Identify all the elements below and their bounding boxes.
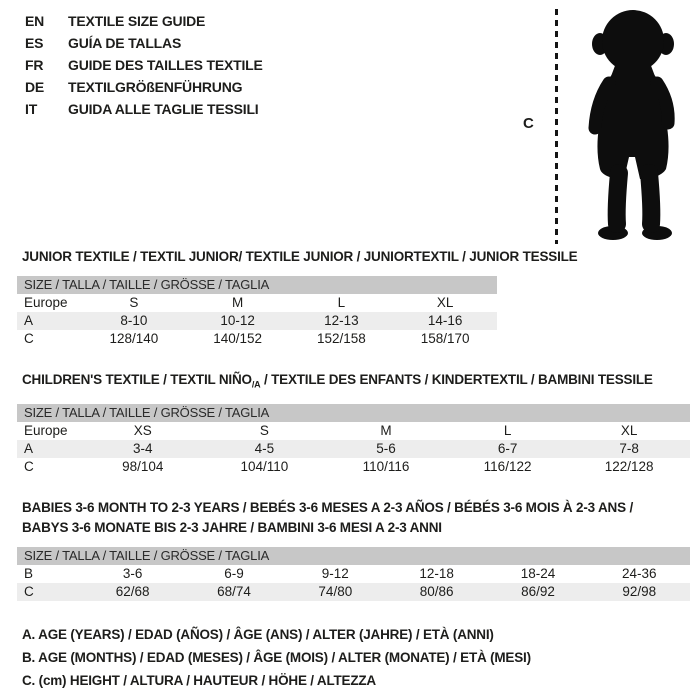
language-row <box>25 10 263 32</box>
row-label: C <box>24 458 34 474</box>
table-cell: 116/122 <box>483 458 532 474</box>
table-cell: 7-8 <box>619 440 639 456</box>
footnote-line: A. AGE (YEARS) / EDAD (AÑOS) / ÂGE (ANS) / ALTER (JAHRE) / ETÀ (ANNI) <box>22 626 494 642</box>
table-cell: 8-10 <box>120 313 148 328</box>
row-label: A <box>24 313 34 328</box>
row-label: Europe <box>24 295 68 310</box>
table-header-size-label: SIZE / TALLA / TAILLE / GRÖSSE / TAGLIA <box>17 276 497 294</box>
table-cell: L <box>337 295 346 310</box>
language-code: ES <box>25 35 44 51</box>
language-title: GUÍA DE TALLAS <box>68 35 182 51</box>
table-cell: 86/92 <box>521 583 555 599</box>
language-code: IT <box>25 101 38 117</box>
table-row <box>17 440 690 458</box>
table-cell: 62/68 <box>115 583 150 599</box>
table-row <box>17 565 690 583</box>
table-cell: XS <box>133 422 152 438</box>
table-cell: 74/80 <box>318 583 353 599</box>
height-measure-figure <box>515 5 700 250</box>
size-table <box>17 276 497 348</box>
language-title: GUIDE DES TAILLES TEXTILE <box>68 57 263 73</box>
table-cell: 140/152 <box>213 331 263 346</box>
table-cell: 24-36 <box>622 565 657 581</box>
section-title-line <box>22 247 690 267</box>
section-title-text: BABIES 3-6 MONTH TO 2-3 YEARS / BEBÉS 3-6 MESES A 2-3 AÑOS / BÉBÉS 3-6 MOIS À 2-3 ANS / <box>22 499 633 515</box>
section-title <box>17 247 690 267</box>
row-label: C <box>24 331 34 346</box>
footnote-line: B. AGE (MONTHS) / EDAD (MESES) / ÂGE (MOIS) / ALTER (MONATE) / ETÀ (MESI) <box>22 649 531 665</box>
section-title-text: JUNIOR TEXTILE / TEXTIL JUNIOR/ TEXTILE JUNIOR / JUNIORTEXTIL / JUNIOR TESSILE <box>22 249 578 264</box>
table-cell: 80/86 <box>419 583 454 599</box>
table-row <box>17 312 497 330</box>
section-title-line <box>22 518 690 538</box>
language-title: GUIDA ALLE TAGLIE TESSILI <box>68 101 259 117</box>
measure-c-label: C <box>523 115 534 132</box>
table-cell: 6-7 <box>497 440 518 456</box>
table-cell: 152/158 <box>316 331 366 346</box>
language-row <box>25 76 263 98</box>
size-table <box>17 404 690 476</box>
table-cell: 10-12 <box>220 313 255 328</box>
table-row <box>17 422 690 440</box>
table-cell: 3-6 <box>122 565 143 581</box>
section-junior-textile <box>17 247 690 348</box>
table-cell: S <box>129 295 139 310</box>
size-table <box>17 547 690 601</box>
language-title: TEXTILE SIZE GUIDE <box>68 13 206 29</box>
section-title-text: / TEXTILE DES ENFANTS / KINDERTEXTIL / BAMBINI TESSILE <box>260 372 653 387</box>
toddler-silhouette-icon <box>568 7 700 247</box>
section-title-line <box>22 370 690 395</box>
table-cell: 3-4 <box>133 440 153 456</box>
table-header-size-label: SIZE / TALLA / TAILLE / GRÖSSE / TAGLIA <box>17 547 690 565</box>
section-title-text: BABYS 3-6 MONATE BIS 2-3 JAHRE / BAMBINI 3-6 MESI A 2-3 ANNI <box>22 519 442 535</box>
table-cell: 14-16 <box>427 313 463 328</box>
row-label: B <box>24 565 34 581</box>
section-title-text: /A <box>251 379 261 390</box>
language-code: EN <box>25 13 45 29</box>
section-title <box>17 498 690 538</box>
footnote-line: C. (cm) HEIGHT / ALTURA / HAUTEUR / HÖHE / ALTEZZA <box>22 672 376 688</box>
table-cell: L <box>503 422 512 438</box>
language-row <box>25 98 263 120</box>
section-title-line <box>22 498 690 518</box>
table-cell: 128/140 <box>109 331 159 346</box>
row-label: A <box>24 440 34 456</box>
table-cell: 4-5 <box>254 440 275 456</box>
table-row <box>17 583 690 601</box>
table-header-size-label: SIZE / TALLA / TAILLE / GRÖSSE / TAGLIA <box>17 404 690 422</box>
language-title: TEXTILGRÖßENFÜHRUNG <box>68 79 243 95</box>
table-cell: 110/116 <box>362 458 410 474</box>
size-tables-area <box>17 247 690 692</box>
table-cell: XL <box>620 422 638 438</box>
language-title-list <box>25 10 263 120</box>
table-cell: 122/128 <box>604 458 654 474</box>
table-cell: 9-12 <box>321 565 349 581</box>
section-title <box>17 370 690 395</box>
table-cell: M <box>232 295 244 310</box>
language-row <box>25 54 263 76</box>
table-row <box>17 294 497 312</box>
language-code: DE <box>25 79 45 95</box>
table-cell: M <box>380 422 392 438</box>
table-cell: 12-13 <box>324 313 359 328</box>
section-childrens-textile <box>17 370 690 476</box>
table-cell: 104/110 <box>240 458 289 474</box>
table-cell: 92/98 <box>622 583 657 599</box>
table-cell: 98/104 <box>122 458 164 474</box>
language-code: FR <box>25 57 44 73</box>
table-cell: 18-24 <box>520 565 556 581</box>
section-babies <box>17 498 690 601</box>
table-row <box>17 330 497 348</box>
section-title-text: CHILDREN'S TEXTILE / TEXTIL NIÑO <box>22 372 252 387</box>
row-label: Europe <box>24 422 68 438</box>
table-cell: XL <box>436 295 454 310</box>
table-row <box>17 458 690 476</box>
row-label: C <box>24 583 34 599</box>
table-cell: S <box>259 422 269 438</box>
height-dashed-line <box>555 9 558 244</box>
language-row <box>25 32 263 54</box>
table-cell: 158/170 <box>420 331 470 346</box>
table-cell: 6-9 <box>224 565 244 581</box>
table-cell: 12-18 <box>419 565 454 581</box>
footnotes <box>17 623 690 692</box>
table-cell: 68/74 <box>217 583 251 599</box>
table-cell: 5-6 <box>376 440 396 456</box>
